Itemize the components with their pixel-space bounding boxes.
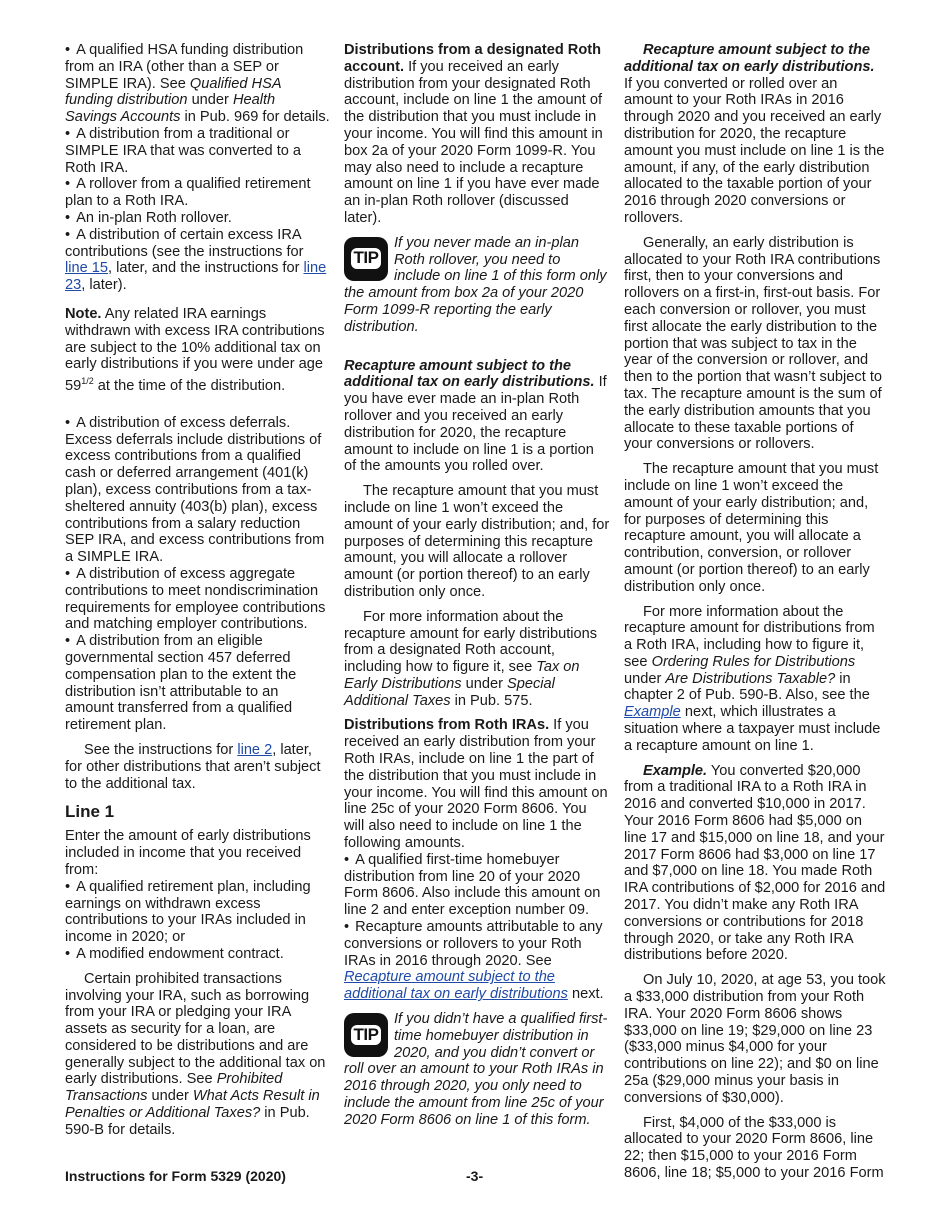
bullet-excess-aggregate: • A distribution of excess aggregate contributions to meet nondiscrimination requirements for employee contributions and matching employer contributions.: [65, 566, 330, 633]
example-paragraph: Example. You converted $20,000 from a traditional IRA to a Roth IRA in 2016 and converted $10,000 in 2017. Your 2016 Form 8606 had $5,000 on line 17 and $15,000 on line 18, and your 2017 Form 8606 had $3,000 on line 17 and $7,000 on line 18. You made Roth IRA contributions of $2,000 for 2016 and 2017. You didn’t make any Roth IRA conversions or contributions for 2018 through 2020, or take any Roth IRA distributions before 2020.: [624, 762, 886, 964]
designated-roth-paragraph: Distributions from a designated Roth account. If you received an early distribution from your designated Roth account, include on line 1 the amount of the distribution that you must include in your income. You will find this amount in box 2a of your 2020 Form 1099-R. You may also need to include a recapture amount on line 1 if you have ever made an in-plan Roth rollover (discussed later).: [344, 42, 603, 226]
roth-ira-paragraph: Distributions from Roth IRAs. If you received an early distribution from your Roth IRAs, include on line 1 the part of the distribution that you must include in your income. You will find this amount on line 25c of your 2020 Form 8606. You will also need to include on line 1 the following amounts.: [344, 717, 608, 852]
link-line-15[interactable]: line 15: [65, 260, 109, 277]
link-example[interactable]: Example: [624, 704, 681, 721]
bullet-converted: • A distribution from a traditional or SIMPLE IRA that was converted to a Roth IRA.: [65, 126, 330, 176]
first-allocation-paragraph: First, $4,000 of the $33,000 is allocated to your 2020 Form 8606, line 22; then $15,000 to your 2016 Form 8606, line 18; $5,000 to your 2016 Form: [624, 1114, 884, 1181]
footer-form-title: Instructions for Form 5329 (2020): [65, 1168, 286, 1184]
bullet-in-plan: • An in-plan Roth rollover.: [65, 210, 330, 227]
see-line-2: See the instructions for line 2, later, for other distributions that aren’t subject to the additional tax.: [65, 741, 321, 792]
column-1: [65, 42, 330, 1147]
more-info-paragraph: For more information about the recapture amount for early distributions from a designated Roth account, including how to figure it, see Tax on Early Distributions under Special Additional Taxes in Pub. 575.: [344, 608, 598, 709]
tip-box-2: TIP If you didn’t have a qualified first-time homebuyer distribution in 2020, and you didn’t convert or roll over an amount to your Roth IRAs in 2016 through 2020, you only need to include the amount from line 25c of your 2020 Form 8606 on line 1 of this form.: [344, 1011, 608, 1128]
column-2: [344, 42, 610, 1139]
column-3: [624, 42, 886, 1190]
bullet-excess-deferrals: • A distribution of excess deferrals. Excess deferrals include distributions of excess contributions from a qualified cash or deferred arrangement (401(k) plan), excess contributions from a tax-sheltered annuity (403(b) plan), excess contributions from a salary reduction SEP IRA, and excess contributions from a SIMPLE IRA.: [65, 415, 330, 566]
generally-paragraph: Generally, an early distribution is allocated to your Roth IRA contributions first, then to your conversions and rollovers on a first-in, first-out basis. For each conversion or rollover, you must first allocate the early distribution to the portion that was subject to tax in the year of the conversion or rollover, and then to the portion that wasn’t subject to tax. The recapture amount is the sum of the early distribution amounts that you allocate to these taxable portions of your conversions or rollovers.: [624, 234, 882, 453]
tip-box-1: TIP If you never made an in-plan Roth rollover, you need to include on line 1 of this form only the amount from box 2a of your 2020 Form 1099-R reporting the early distribution.: [344, 234, 607, 335]
line-1-intro: Enter the amount of early distributions included in income that you received from:: [65, 828, 311, 878]
bullet-qualified-plan: • A qualified retirement plan, including earnings on withdrawn excess contributions to your IRAs included in income in 2020; or: [65, 879, 330, 946]
recapture-limit-paragraph: The recapture amount that you must include on line 1 won’t exceed the amount of your early distribution; and, for purposes of determining this recapture amount, you will allocate a contribution, conversion, or rollover amount (or portion thereof) to an early distribution only once.: [624, 461, 879, 595]
bullet-homebuyer: • A qualified first-time homebuyer distribution from line 20 of your 2020 Form 8606. Also include this amount on line 2 and enter exception number 09.: [344, 852, 610, 919]
link-recapture[interactable]: Recapture amount subject to the additional tax on early distributions: [344, 969, 568, 1003]
bullet-457-plan: • A distribution from an eligible governmental section 457 deferred compensation plan to the extent the distribution isn’t attributable to an amount transferred from a qualified retirement plan.: [65, 633, 330, 734]
link-line-2[interactable]: line 2: [237, 741, 273, 758]
recapture-paragraph: Recapture amount subject to the additional tax on early distributions. If you have ever made an in-plan Roth rollover and you received an early distribution for 2020, the recapture amount to include on line 1 is a portion of the amounts you rolled over.: [344, 357, 607, 475]
bullet-excess-ira: • A distribution of certain excess IRA contributions (see the instructions for line 15, later, and the instructions for line 23, later).: [65, 227, 330, 294]
july-paragraph: On July 10, 2020, at age 53, you took a $33,000 distribution from your Roth IRA. Your 2020 Form 8606 shows $33,000 on line 19; $29,000 on line 23 ($33,000 minus $4,000 for your contributions on line 22); and $0 on line 25a ($29,000 minus your basis in conversions of $30,000).: [624, 972, 886, 1106]
tip-icon: TIP: [344, 237, 388, 281]
footer-page-number: -3-: [466, 1168, 484, 1184]
tip-icon: TIP: [344, 1013, 388, 1057]
bullet-recapture: • Recapture amounts attributable to any conversions or rollovers to your Roth IRAs in 2016 through 2020. See Recapture amount subject to the additional tax on early distributions next.: [344, 919, 610, 1003]
note-paragraph: Note. Any related IRA earnings withdrawn with excess IRA contributions are subject to the 10% additional tax on early distributions if you were under age $59^{1/2}$ at the time of the distribution.: [65, 305, 325, 394]
bullet-endowment: • A modified endowment contract.: [65, 946, 330, 963]
recapture-limit-paragraph: The recapture amount that you must include on line 1 won’t exceed the amount of your early distribution; and, for purposes of determining this recapture amount, you will allocate a rollover amount (or portion thereof) to an early distribution only once.: [344, 483, 610, 600]
recapture-roth-paragraph: Recapture amount subject to the additional tax on early distributions. If you converted or rolled over an amount to your Roth IRAs in 2016 through 2020 and you received an early distribution for 2020, the recapture amount you must include on line 1 is the amount, if any, of the early distribution allocated to the taxable portion of your 2016 through 2020 conversions or rollovers.: [624, 42, 885, 226]
more-info-paragraph: For more information about the recapture amount for distributions from a Roth IRA, including how to figure it, see Ordering Rules for Distributions under Are Distributions Taxable? in chapter 2 of Pub. 590-B. Also, see the Example next, which illustrates a situation where a taxpayer must include a recapture amount on line 1.: [624, 603, 881, 754]
link-line-23[interactable]: line 23: [65, 260, 327, 294]
bullet-hsa: • A qualified HSA funding distribution from an IRA (other than a SEP or SIMPLE IRA). See Qualified HSA funding distribution under Health Savings Accounts in Pub. 969 for details.: [65, 42, 330, 126]
bullet-rollover: • A rollover from a qualified retirement plan to a Roth IRA.: [65, 176, 330, 210]
line-1-heading: Line 1: [65, 802, 115, 822]
prohibited-transactions: Certain prohibited transactions involving your IRA, such as borrowing from your IRA or pledging your IRA assets as security for a loan, are considered to be distributions and are generally subject to the additional tax on early distributions. See Prohibited Transactions under What Acts Result in Penalties or Additional Taxes? in Pub. 590-B for details.: [65, 970, 326, 1138]
